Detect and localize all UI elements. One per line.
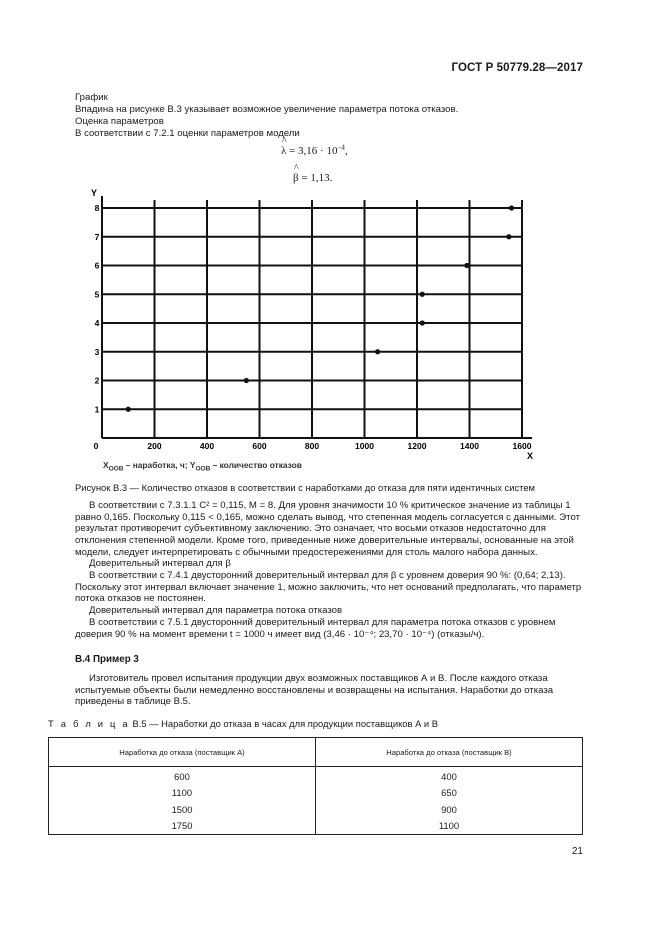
x-tick-label: 1000 [355,441,374,451]
x-axis-label: X [526,451,534,461]
table-cell: 900 [316,801,583,818]
data-point [509,205,514,210]
body-paragraph-4: Доверительный интервал для параметра потока отказов [89,605,343,616]
body-paragraph-5: В соответствии с 7.5.1 двусторонний доверительный интервал для параметра потока отказов с уровнем доверия 90 % на момент времени t = 1000 ч имеет вид (3,46 · 10⁻⁴; 23,70 · 10⁻⁴) (отказы/ч). [75,617,556,640]
table-cell: 650 [316,785,583,802]
y-tick-label: 7 [94,231,100,242]
y-tick-label: 8 [94,203,100,213]
data-point [506,234,511,239]
column-header-supplier-b: Наработка до отказа (поставщик В) [316,738,583,767]
legend-y-subscript: OOB [195,465,211,473]
y-tick-label: 1 [94,404,100,415]
data-point [126,407,131,412]
x-tick-label: 800 [304,441,320,451]
data-point [420,292,425,297]
chart-axis-legend [103,460,302,473]
body-paragraph-1: В соответствии с 7.3.1.1 C² = 0,115, M = 8. Для уровня значимости 10 % критическое значение из таблицы 1 равно 0,165. Поскольку 0,115 < 0,165, можно сделать вывод, что степенная модель согласуется с данными. Этот результат противоречит субъективному заключению. Это означает, что восьми отказов недостаточно для отклонения степенной модели. Кроме того, приведенные ниже доверительные интервалы, основанные на этой модели, следует интерпретировать с обычными предостережениями для столь малого набора данных. [75,500,580,558]
table-label: Т а б л и ц а [48,718,130,729]
y-tick-label: 3 [94,346,100,357]
legend-y-text: – количество отказов [210,460,302,470]
intro-line-1: График [75,92,108,103]
table-row [49,785,583,802]
section-title: В.4 Пример 3 [75,654,139,665]
x-tick-label: 1400 [460,441,479,451]
table-row [49,818,583,835]
body-paragraph-3: В соответствии с 7.4.1 двусторонний доверительный интервал для β с уровнем доверия 90 %: (0,64; 2,13). Поскольку этот интервал включает значение 1, можно заключить, что нет оснований предполагать, что параметр потока отказов не постоянен. [75,570,582,605]
intro-line-4: В соответствии с 7.2.1 оценки параметров модели [75,128,300,139]
legend-x-subscript: OOB [108,465,124,473]
x-tick-label: 400 [199,441,215,451]
lambda-rhs: = 3,16 · 10 [286,145,338,157]
y-tick-label: 6 [94,260,100,271]
body-paragraph-2: Доверительный интервал для β [89,558,231,569]
section-paragraph: Изготовитель провел испытания продукции двух возможных поставщиков А и В. После каждого отказа испытуемые объекты были немедленно восстановлены и возвращены на испытания. Наработки до отказа приведены в таблице В.5. [75,673,554,708]
legend-x-symbol: X [103,460,109,470]
page-number: 21 [571,846,583,857]
table-row [49,767,583,785]
table-cell: 1100 [316,818,583,835]
data-point [464,263,469,268]
y-tick-label: 2 [94,375,100,386]
legend-x-text: – наработка, ч; Y [123,460,196,470]
table-row [49,801,583,818]
table-cell: 1100 [49,785,316,802]
data-point [244,378,249,383]
beta-symbol: ^ β [293,172,299,184]
y-axis-label: Y [90,188,98,198]
origin-label: 0 [93,441,99,451]
data-point [375,349,380,354]
y-tick-label: 4 [94,318,100,328]
table-cell: 1750 [49,818,316,835]
column-header-supplier-a: Наработка до отказа (поставщик А) [49,738,316,767]
table-cell: 400 [316,767,583,785]
table-header-row [49,738,583,767]
table-cell: 600 [49,767,316,785]
data-point [420,320,425,325]
intro-line-3: Оценка параметров [75,116,164,127]
beta-rhs: = 1,13. [298,172,333,184]
table-caption-text: В.5 — Наработки до отказа в часах для продукции поставщиков А и В [129,718,439,729]
table-cell: 1500 [49,801,316,818]
lambda-symbol: ^ λ [281,145,286,157]
y-tick-label: 5 [94,289,100,300]
lambda-end: , [344,145,348,157]
document-number: ГОСТ Р 50779.28—2017 [451,62,583,74]
table-caption [48,718,438,729]
chart-axes [102,196,532,438]
x-tick-label: 1600 [512,441,532,451]
supplier-failure-table [48,737,583,835]
x-tick-label: 200 [147,441,162,451]
x-tick-label: 1200 [407,441,427,451]
lambda-exponent: −4 [337,143,345,152]
chart-grid [102,200,522,438]
intro-line-2: Впадина на рисунке В.3 указывает возможное увеличение параметра потока отказов. [75,104,459,115]
x-tick-label: 600 [252,441,267,451]
figure-caption: Рисунок В.3 — Количество отказов в соответствии с наработками до отказа для пяти идентичных систем [75,482,535,493]
